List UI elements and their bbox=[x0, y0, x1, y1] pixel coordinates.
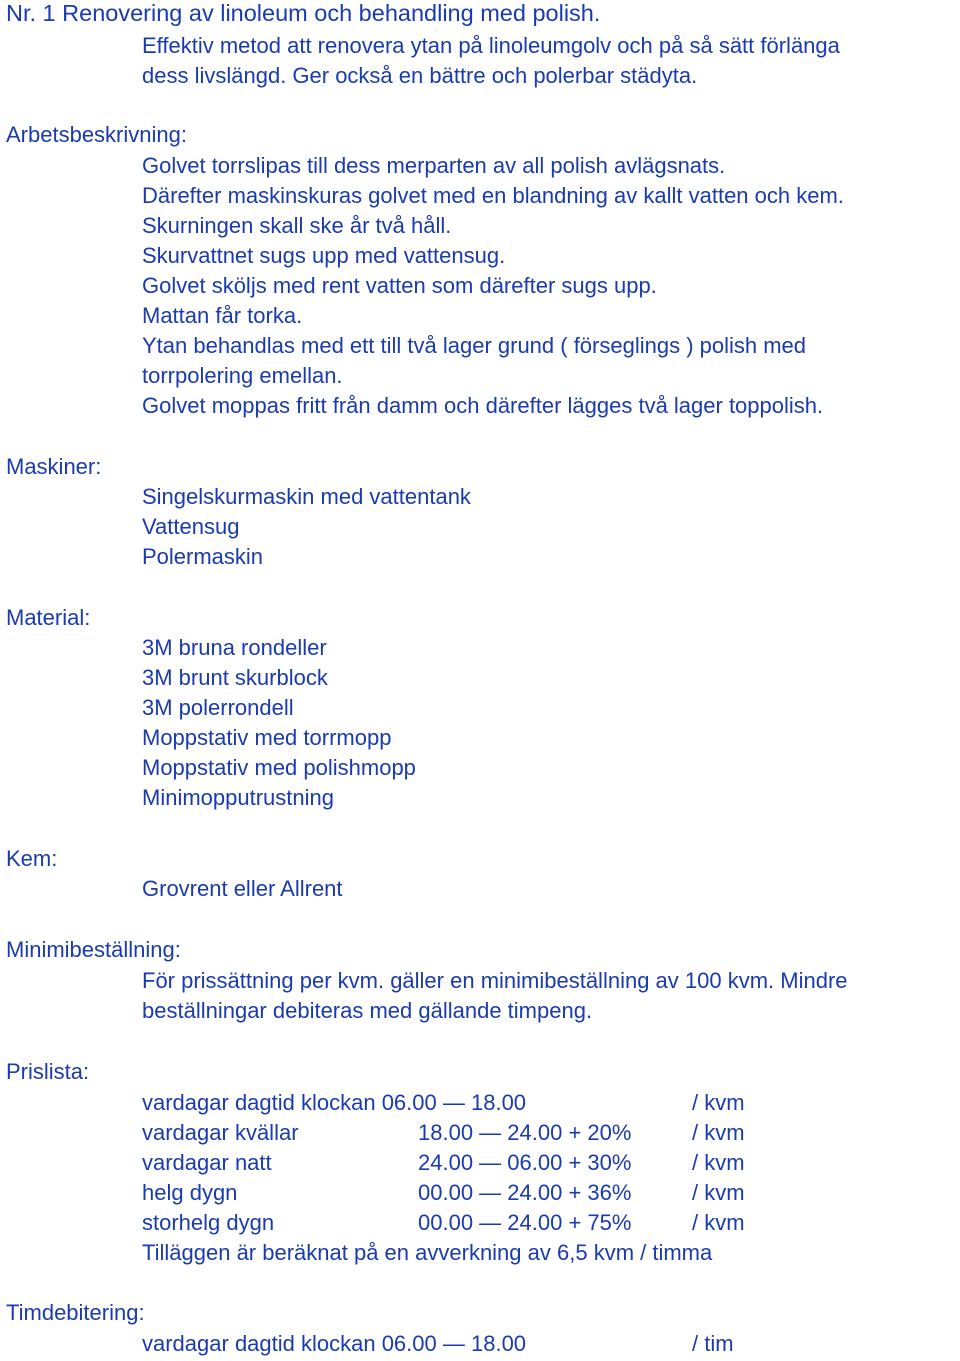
material-item: 3M polerrondell bbox=[142, 695, 294, 720]
maskin-item: Vattensug bbox=[142, 514, 240, 539]
arbetsbeskrivning-line: Golvet sköljs med rent vatten som därefter sugs upp. bbox=[142, 273, 657, 298]
price-unit: / kvm bbox=[692, 1150, 745, 1175]
arbetsbeskrivning-line: torrpolering emellan. bbox=[142, 363, 343, 388]
maskiner-heading: Maskiner: bbox=[6, 454, 102, 479]
arbetsbeskrivning-line: Därefter maskinskuras golvet med en blandning av kallt vatten och kem. bbox=[142, 183, 844, 208]
arbetsbeskrivning-heading: Arbetsbeskrivning: bbox=[6, 122, 187, 147]
arbetsbeskrivning-line: Golvet torrslipas till dess merparten av all polish avlägsnats. bbox=[142, 153, 726, 178]
price-unit: / kvm bbox=[692, 1180, 745, 1205]
kem-item: Grovrent eller Allrent bbox=[142, 876, 343, 901]
arbetsbeskrivning-line: Ytan behandlas med ett till två lager grund ( förseglings ) polish med bbox=[142, 333, 807, 358]
minimibestallning-line: För prissättning per kvm. gäller en minimibeställning av 100 kvm. Mindre bbox=[142, 968, 848, 993]
arbetsbeskrivning-line: Golvet moppas fritt från damm och därefter lägges två lager toppolish. bbox=[142, 393, 824, 418]
kem-heading: Kem: bbox=[6, 846, 58, 871]
minimibestallning-line: beställningar debiteras med gällande timpeng. bbox=[142, 998, 593, 1023]
timdebitering-label: vardagar dagtid klockan 06.00 — 18.00 bbox=[142, 1331, 527, 1356]
price-label: vardagar natt bbox=[142, 1150, 272, 1175]
material-heading: Material: bbox=[6, 605, 91, 630]
arbetsbeskrivning-line: Mattan får torka. bbox=[142, 303, 303, 328]
maskin-item: Singelskurmaskin med vattentank bbox=[142, 484, 471, 509]
timdebitering-unit: / tim bbox=[692, 1331, 734, 1356]
price-time: 24.00 — 06.00 + 30% bbox=[418, 1150, 632, 1175]
price-unit: / kvm bbox=[692, 1090, 745, 1115]
material-item: Moppstativ med polishmopp bbox=[142, 755, 416, 780]
price-unit: / kvm bbox=[692, 1210, 745, 1235]
prislista-note: Tilläggen är beräknat på en avverkning av 6,5 kvm / timma bbox=[142, 1240, 713, 1265]
price-time: 00.00 — 24.00 + 36% bbox=[418, 1180, 632, 1205]
price-unit: / kvm bbox=[692, 1120, 745, 1145]
intro-line: dess livslängd. Ger också en bättre och polerbar städyta. bbox=[142, 63, 698, 88]
price-time: 18.00 — 24.00 + 20% bbox=[418, 1120, 632, 1145]
price-time: 00.00 — 24.00 + 75% bbox=[418, 1210, 632, 1235]
material-item: 3M bruna rondeller bbox=[142, 635, 327, 660]
arbetsbeskrivning-line: Skurningen skall ske år två håll. bbox=[142, 213, 452, 238]
material-item: 3M brunt skurblock bbox=[142, 665, 328, 690]
maskin-item: Polermaskin bbox=[142, 544, 264, 569]
intro-line: Effektiv metod att renovera ytan på linoleumgolv och på så sätt förlänga bbox=[142, 33, 840, 58]
timdebitering-heading: Timdebitering: bbox=[6, 1300, 145, 1325]
arbetsbeskrivning-line: Skurvattnet sugs upp med vattensug. bbox=[142, 243, 506, 268]
price-label: storhelg dygn bbox=[142, 1210, 275, 1235]
prislista-heading: Prislista: bbox=[6, 1059, 90, 1084]
material-item: Minimopputrustning bbox=[142, 785, 334, 810]
material-item: Moppstativ med torrmopp bbox=[142, 725, 392, 750]
page-title: Nr. 1 Renovering av linoleum och behandling med polish. bbox=[6, 0, 601, 26]
price-label: helg dygn bbox=[142, 1180, 238, 1205]
price-label: vardagar dagtid klockan 06.00 — 18.00 bbox=[142, 1090, 527, 1115]
price-label: vardagar kvällar bbox=[142, 1120, 299, 1145]
minimibestallning-heading: Minimibeställning: bbox=[6, 937, 181, 962]
